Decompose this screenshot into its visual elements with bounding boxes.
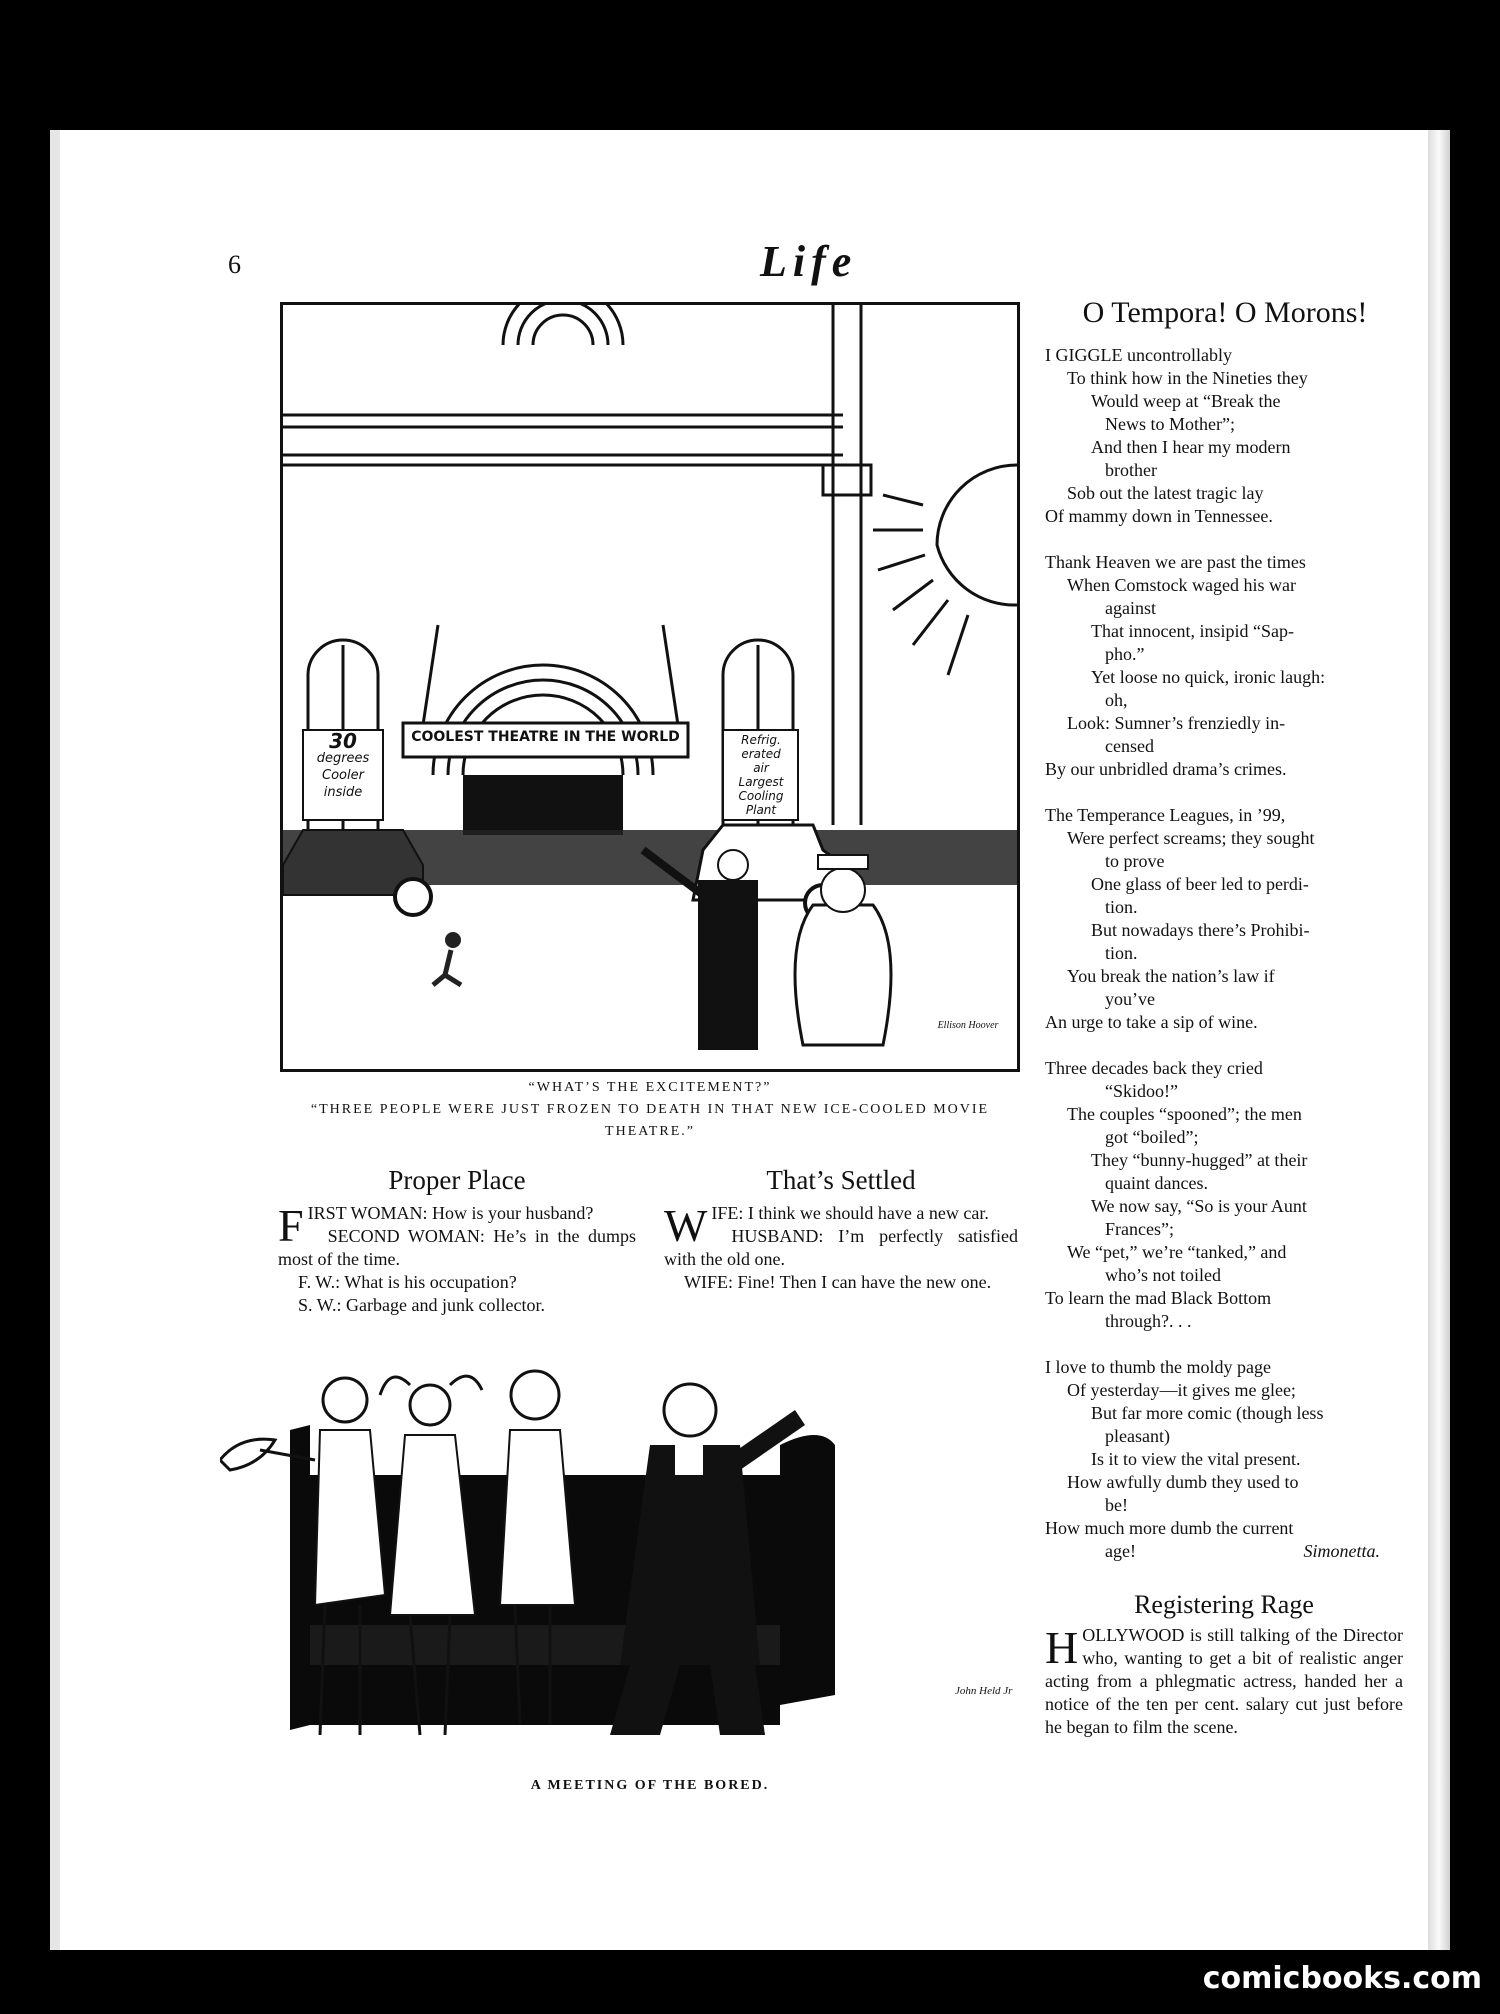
thats-settled-title: That’s Settled <box>766 1165 916 1195</box>
poem-line: That innocent, insipid “Sap- <box>1091 621 1294 641</box>
poem-line: tion. <box>1105 943 1138 963</box>
poem-line: To think how in the Nineties they <box>1067 368 1308 388</box>
poem-line: Frances”; <box>1105 1219 1174 1239</box>
poem-line: I love to thumb the moldy page <box>1045 1357 1271 1377</box>
poem-line: But nowadays there’s Prohibi- <box>1091 920 1310 940</box>
poem-line: They “bunny-hugged” at their <box>1091 1150 1308 1170</box>
theatre-cartoon <box>280 302 1020 1072</box>
thats-settled-body <box>664 1202 1018 1294</box>
stanza <box>1045 804 1400 1034</box>
poem-line: An urge to take a sip of wine. <box>1045 1012 1258 1032</box>
thats-settled-article <box>664 1165 1018 1294</box>
poem-line: got “boiled”; <box>1105 1127 1199 1147</box>
poem-line: tion. <box>1105 897 1138 917</box>
masthead: Life <box>760 237 858 286</box>
poem-line: through?. . . <box>1105 1311 1192 1331</box>
poem-line: Were perfect screams; they sought <box>1067 828 1315 848</box>
poem-line: against <box>1105 598 1156 618</box>
proper-place-article <box>278 1165 636 1317</box>
poem-author: Simonetta. <box>1303 1541 1380 1561</box>
poem-line: pho.” <box>1105 644 1145 664</box>
paragraph: WIFE: Fine! Then I can have the new one. <box>684 1272 992 1292</box>
page-edge <box>1428 130 1450 1950</box>
poem-line: We now say, “So is your Aunt <box>1091 1196 1307 1216</box>
poem-line: When Comstock waged his war <box>1067 575 1296 595</box>
poem-line: brother <box>1105 460 1157 480</box>
theatre-illustration <box>283 305 1017 1069</box>
bored-illustration <box>220 1365 1020 1765</box>
poem-line: The Temperance Leagues, in ’99, <box>1045 805 1286 825</box>
poem-line: And then I hear my modern <box>1091 437 1291 457</box>
sign-left-line: degrees <box>316 751 370 766</box>
poem-body <box>1045 344 1400 1563</box>
bored-caption: A MEETING OF THE BORED. <box>530 1778 770 1793</box>
stanza <box>1045 1356 1400 1563</box>
proper-place-title: Proper Place <box>388 1165 526 1195</box>
stanza <box>1045 551 1400 781</box>
proper-place-body <box>278 1202 636 1317</box>
theatre-caption <box>280 1077 1020 1143</box>
poem-line: Is it to view the vital present. <box>1091 1449 1301 1469</box>
dropcap: F <box>278 1200 304 1251</box>
artist-signature: Ellison Hoover <box>937 1020 999 1031</box>
poem-line: The couples “spooned”; the men <box>1067 1104 1302 1124</box>
poem-line: Of mammy down in Tennessee. <box>1045 506 1273 526</box>
sign-left-line: Cooler <box>322 768 364 783</box>
poem-line: One glass of beer led to perdi- <box>1091 874 1309 894</box>
poem-line: be! <box>1105 1495 1128 1515</box>
poem-line: News to Mother”; <box>1105 414 1235 434</box>
poem-title: O Tempora! O Morons! <box>1082 296 1368 329</box>
cooler-sign <box>307 729 379 801</box>
artist-signature: John Held Jr <box>955 1685 1013 1697</box>
paragraph: HUSBAND: I’m perfectly satisfied with the old one. <box>664 1226 1018 1269</box>
poem-line: who’s not toiled <box>1105 1265 1221 1285</box>
poem-line: Sob out the latest tragic lay <box>1067 483 1264 503</box>
paragraph: S. W.: Garbage and junk collector. <box>298 1295 545 1315</box>
poem-line: to prove <box>1105 851 1165 871</box>
sign-right-line: Cooling <box>738 789 784 803</box>
paragraph: IFE: I think we should have a new car. <box>711 1203 989 1223</box>
poem-line: censed <box>1105 736 1154 756</box>
poem-line: By our unbridled drama’s crimes. <box>1045 759 1287 779</box>
poem-line: Look: Sumner’s frenziedly in- <box>1067 713 1286 733</box>
poem-line: Three decades back they cried <box>1045 1058 1263 1078</box>
poem-line: oh, <box>1105 690 1128 710</box>
poem-line: I GIGGLE uncontrollably <box>1045 345 1232 365</box>
poem-line: But far more comic (though less <box>1091 1403 1324 1423</box>
caption-question: “WHAT’S THE EXCITEMENT?” <box>528 1080 772 1095</box>
dropcap: H <box>1045 1622 1079 1673</box>
sign-right-line: air <box>753 761 769 775</box>
sign-right-line: Refrig. <box>741 733 781 747</box>
registering-rage-title: Registering Rage <box>1134 1590 1314 1619</box>
sign-right-line: Largest <box>738 775 784 789</box>
paragraph: OLLYWOOD is still talking of the Director who, wanting to get a bit of realistic anger acting from a phlegmatic actress, handed her a notice of the ten per cent. salary cut just before he began to film the scene. <box>1045 1625 1403 1737</box>
registering-rage-body <box>1045 1624 1403 1739</box>
stanza <box>1045 344 1400 528</box>
poem-line: you’ve <box>1105 989 1155 1009</box>
paragraph: F. W.: What is his occupation? <box>298 1272 517 1292</box>
page-number: 6 <box>228 250 241 279</box>
registering-rage-article <box>1045 1590 1403 1739</box>
dropcap: W <box>664 1200 708 1251</box>
poem-line: quaint dances. <box>1105 1173 1208 1193</box>
poem-line: We “pet,” we’re “tanked,” and <box>1067 1242 1287 1262</box>
poem-line: How awfully dumb they used to <box>1067 1472 1299 1492</box>
sign-left-line: inside <box>323 785 363 800</box>
bored-cartoon <box>220 1365 1020 1765</box>
caption-answer: “THREE PEOPLE WERE JUST FROZEN TO DEATH IN THAT NEW ICE-COOLED MOVIE THEATRE.” <box>310 1102 990 1139</box>
poem-line-text: age! <box>1105 1541 1136 1561</box>
poem-line: Thank Heaven we are past the times <box>1045 552 1306 572</box>
watermark: comicbooks.com <box>1202 1961 1482 1996</box>
poem-line: Would weep at “Break the <box>1091 391 1281 411</box>
poem-line <box>1045 1540 1400 1563</box>
sign-right-line: erated <box>741 747 781 761</box>
poem-line: How much more dumb the current <box>1045 1518 1294 1538</box>
stanza <box>1045 1057 1400 1333</box>
poem-line: “Skidoo!” <box>1105 1081 1178 1101</box>
poem-line: Yet loose no quick, ironic laugh: <box>1091 667 1326 687</box>
poem-line: You break the nation’s law if <box>1067 966 1275 986</box>
poem-line: To learn the mad Black Bottom <box>1045 1288 1272 1308</box>
paragraph: SECOND WOMAN: He’s in the dumps most of the time. <box>278 1226 636 1269</box>
marquee-text: COOLEST THEATRE IN THE WORLD <box>411 729 680 745</box>
sign-left-line: 30 <box>329 729 357 753</box>
sign-right-line: Plant <box>745 803 777 817</box>
refrigerated-sign <box>726 733 796 817</box>
poem-line: pleasant) <box>1105 1426 1170 1446</box>
paragraph: IRST WOMAN: How is your husband? <box>307 1203 594 1223</box>
poem-line: Of yesterday—it gives me glee; <box>1067 1380 1296 1400</box>
